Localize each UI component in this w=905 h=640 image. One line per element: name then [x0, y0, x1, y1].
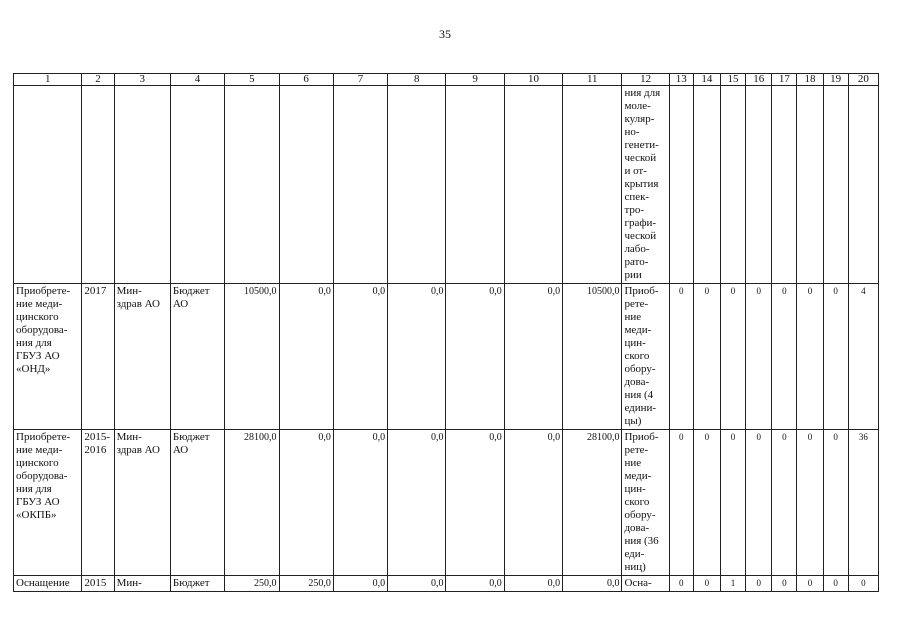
column-header: 7 [333, 74, 387, 86]
column-header: 5 [225, 74, 279, 86]
amount-cell: 0,0 [388, 430, 446, 576]
amount-cell: 10500,0 [563, 284, 622, 430]
executor-cell: Мин- здрав АО [114, 284, 170, 430]
column-header: 2 [82, 74, 114, 86]
amount-cell: 250,0 [225, 576, 279, 592]
measure-name-cell: Оснащение [14, 576, 82, 592]
value-cell: 0 [772, 576, 797, 592]
amount-cell: 0,0 [333, 430, 387, 576]
amount-cell: 0,0 [504, 576, 562, 592]
value-cell [797, 86, 823, 284]
executor-cell: Мин- [114, 576, 170, 592]
value-cell: 0 [772, 430, 797, 576]
value-cell: 0 [797, 284, 823, 430]
value-cell: 0 [823, 284, 848, 430]
year-cell: 2015 [82, 576, 114, 592]
value-cell: 0 [746, 576, 772, 592]
amount-cell: 0,0 [446, 284, 504, 430]
indicator-cell: Осна- [622, 576, 669, 592]
value-cell: 0 [669, 576, 693, 592]
amount-cell: 0,0 [279, 284, 333, 430]
column-header: 11 [563, 74, 622, 86]
value-cell: 36 [848, 430, 878, 576]
value-cell [746, 86, 772, 284]
value-cell: 0 [693, 284, 720, 430]
column-header: 14 [693, 74, 720, 86]
value-cell: 0 [823, 430, 848, 576]
value-cell [669, 86, 693, 284]
amount-cell [279, 86, 333, 284]
indicator-cell: ния для моле- куляр- но- генети- ческой и от- крытия спек- тро- графи- ческой лабо- рато- рии [622, 86, 669, 284]
column-header: 1 [14, 74, 82, 86]
value-cell: 0 [746, 284, 772, 430]
amount-cell: 0,0 [504, 430, 562, 576]
column-header: 10 [504, 74, 562, 86]
measure-name-cell: Приобрете- ние меди- цинского оборудова- ния для ГБУЗ АО «ОНД» [14, 284, 82, 430]
amount-cell: 0,0 [563, 576, 622, 592]
amount-cell: 0,0 [446, 576, 504, 592]
funding-source-cell: Бюджет АО [170, 430, 224, 576]
amount-cell [225, 86, 279, 284]
column-header: 16 [746, 74, 772, 86]
table-row [14, 576, 879, 592]
program-table [13, 73, 879, 592]
value-cell: 0 [693, 430, 720, 576]
value-cell: 0 [669, 284, 693, 430]
column-header: 19 [823, 74, 848, 86]
executor-cell [114, 86, 170, 284]
amount-cell: 0,0 [333, 284, 387, 430]
value-cell: 0 [772, 284, 797, 430]
table-row [14, 86, 879, 284]
column-header: 20 [848, 74, 878, 86]
amount-cell [388, 86, 446, 284]
amount-cell [563, 86, 622, 284]
measure-name-cell [14, 86, 82, 284]
amount-cell [504, 86, 562, 284]
measure-name-cell: Приобрете- ние меди- цинского оборудова- ния для ГБУЗ АО «ОКПБ» [14, 430, 82, 576]
amount-cell: 0,0 [333, 576, 387, 592]
funding-source-cell: Бюджет АО [170, 284, 224, 430]
value-cell [693, 86, 720, 284]
amount-cell: 0,0 [504, 284, 562, 430]
amount-cell: 28100,0 [225, 430, 279, 576]
value-cell: 0 [848, 576, 878, 592]
amount-cell [446, 86, 504, 284]
value-cell: 0 [797, 576, 823, 592]
column-header: 18 [797, 74, 823, 86]
amount-cell: 0,0 [388, 576, 446, 592]
amount-cell: 0,0 [388, 284, 446, 430]
amount-cell: 0,0 [446, 430, 504, 576]
funding-source-cell: Бюджет [170, 576, 224, 592]
executor-cell: Мин- здрав АО [114, 430, 170, 576]
value-cell: 4 [848, 284, 878, 430]
indicator-cell: Приоб- рете- ние меди- цин- ского обору- дова- ния (36 еди- ниц) [622, 430, 669, 576]
amount-cell: 28100,0 [563, 430, 622, 576]
indicator-cell: Приоб- рете- ние меди- цин- ского обору- дова- ния (4 едини- цы) [622, 284, 669, 430]
column-header: 12 [622, 74, 669, 86]
column-header: 9 [446, 74, 504, 86]
column-header: 17 [772, 74, 797, 86]
value-cell: 0 [669, 430, 693, 576]
amount-cell: 10500,0 [225, 284, 279, 430]
funding-source-cell [170, 86, 224, 284]
value-cell: 0 [720, 284, 745, 430]
value-cell [720, 86, 745, 284]
value-cell: 0 [746, 430, 772, 576]
amount-cell [333, 86, 387, 284]
column-header: 13 [669, 74, 693, 86]
value-cell [848, 86, 878, 284]
amount-cell: 250,0 [279, 576, 333, 592]
amount-cell: 0,0 [279, 430, 333, 576]
column-header: 15 [720, 74, 745, 86]
value-cell: 1 [720, 576, 745, 592]
page-number: 35 [439, 27, 451, 41]
header-row [14, 74, 879, 86]
value-cell: 0 [797, 430, 823, 576]
column-header: 8 [388, 74, 446, 86]
column-header: 4 [170, 74, 224, 86]
table-row [14, 284, 879, 430]
year-cell: 2017 [82, 284, 114, 430]
value-cell: 0 [720, 430, 745, 576]
column-header: 3 [114, 74, 170, 86]
value-cell: 0 [693, 576, 720, 592]
year-cell: 2015- 2016 [82, 430, 114, 576]
column-header: 6 [279, 74, 333, 86]
value-cell [823, 86, 848, 284]
year-cell [82, 86, 114, 284]
value-cell: 0 [823, 576, 848, 592]
table-row [14, 430, 879, 576]
value-cell [772, 86, 797, 284]
